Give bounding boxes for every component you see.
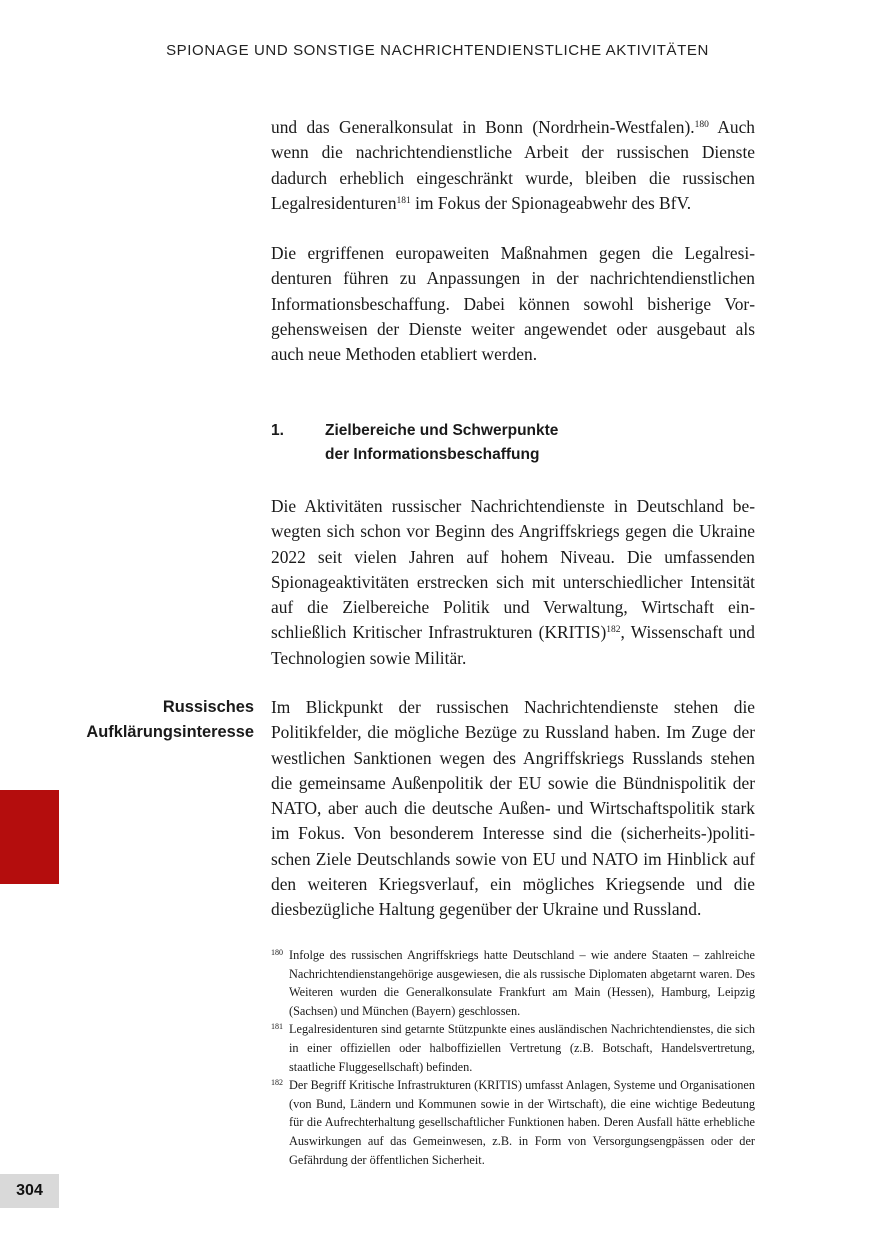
margin-note-line-2: Aufklärungsinteresse — [86, 723, 254, 742]
section-title-line-2: der Informationsbeschaffung — [325, 446, 540, 463]
footnote-181 — [271, 1020, 755, 1076]
p2-text: Die ergriffenen europaweiten Maßnahmen gegen die Legalresidenturen führen zu Anpassungen in der nachrichtendienstlichen Informationsbeschaffung. Dabei können sowohl bisherige Vorgehensweisen der Dienste weiter angewendet oder ausgebaut als auch neue Methoden etabliert werden. — [271, 243, 755, 365]
footnotes — [271, 946, 755, 1169]
footnote-182 — [271, 1076, 755, 1169]
body-paragraph-1 — [271, 115, 755, 216]
p3-text-a: Die Aktivitäten russischer Nachrichtendienste in Deutschland bewegten sich schon vor Beginn des Angriffskriegs gegen die Ukraine 2022 seit vielen Jahren auf hohem Niveau. Die umfassenden Spionageaktivitäten erstrecken sich mit unterschiedlicher Intensität auf die Zielbereiche Politik und Verwaltung, Wirtschaft einschließlich Kritischer Infrastrukturen (KRITIS) — [271, 496, 755, 643]
section-title-line-1: Zielbereiche und Schwerpunkte — [325, 422, 559, 439]
p3-text-b: , Wissenschaft und Technologien sowie Militär. — [271, 622, 755, 668]
running-head: SPIONAGE UND SONSTIGE NACHRICHTENDIENSTLICHE AKTIVITÄTEN — [166, 42, 709, 59]
margin-note-line-1: Russisches — [162, 698, 254, 716]
page-number: 304 — [0, 1174, 59, 1208]
section-number: 1. — [271, 422, 284, 439]
footnote-text: Infolge des russischen Angriffskriegs hatte Deutschland – wie andere Staaten – zahlreiche Nachrichtendienstangehörige ausgewiesen, die als russische Diplomaten abgetarnt waren. Des Weiteren wurden die Generalkonsulate Frankfurt am Main (Hessen), Hamburg, Leipzig (Sachsen) und München (Bayern) geschlossen. — [289, 948, 755, 1018]
footnote-number: 182 — [271, 1078, 283, 1088]
chapter-color-tab — [0, 790, 59, 884]
footnote-ref-181[interactable]: 181 — [396, 195, 411, 206]
footnote-text: Legalresidenturen sind getarnte Stützpunkte eines ausländischen Nachrichtendienstes, die sich in einer offiziellen oder halboffiziellen Vertretung (z.B. Botschaft, Handelsvertretung, staatliche Fluggesellschaft) befinden. — [289, 1022, 755, 1074]
p1-text-c: im Fokus der Spionageabwehr des BfV. — [410, 192, 692, 213]
p4-text: Im Blickpunkt der russischen Nachrichtendienste stehen die Politikfelder, die mögliche Bezüge zu Russland haben. Im Zuge der westlichen Sanktionen wegen des Angriffskriegs Russlands stehen die gemeinsame Außenpolitik der EU sowie die Bündnispolitik der NATO, aber auch die deutsche Außen- und Wirtschaftspolitik stark im Fokus. Von besonderem Interesse sind die (sicherheits-)politischen Ziele Deutschlands sowie von EU und NATO im Hinblick auf den weiteren Kriegsverlauf, ein mögliches Kriegsende und die diesbezügliche Haltung gegenüber der Ukraine und Russland. — [271, 697, 755, 920]
footnote-180 — [271, 946, 755, 1020]
footnote-ref-180[interactable]: 180 — [694, 120, 709, 130]
margin-note — [60, 695, 254, 746]
footnote-text: Der Begriff Kritische Infrastrukturen (KRITIS) umfasst Anlagen, Systeme und Organisationen (von Bund, Ländern und Kommunen sowie in der Wirtschaft), die eine wichtige Bedeutung für die Aufrechterhaltung gesellschaftlicher Funktionen haben. Deren Ausfall hätte erhebliche Auswirkungen auf das Gemeinwesen, z.B. in Form von Versorgungsengpässen oder der Gefährdung der öffentlichen Sicherheit. — [289, 1078, 755, 1167]
p1-text-b: Auch wenn die nachrichtendienstliche Arbeit der russischen Dienste dadurch erheblich eingeschränkt wurde, bleiben die russischen Legalresidenturen — [271, 117, 755, 213]
body-paragraph-3 — [271, 494, 755, 671]
footnote-number: 180 — [271, 948, 283, 957]
p1-text-a: und das Generalkonsulat in Bonn (Nordrhein-Westfalen). — [271, 117, 695, 137]
body-paragraph-2 — [271, 241, 755, 367]
section-heading — [271, 419, 755, 467]
footnote-number: 181 — [271, 1022, 283, 1032]
footnote-ref-182[interactable]: 182 — [606, 625, 621, 636]
body-paragraph-4 — [271, 695, 755, 923]
section-title — [325, 419, 755, 467]
